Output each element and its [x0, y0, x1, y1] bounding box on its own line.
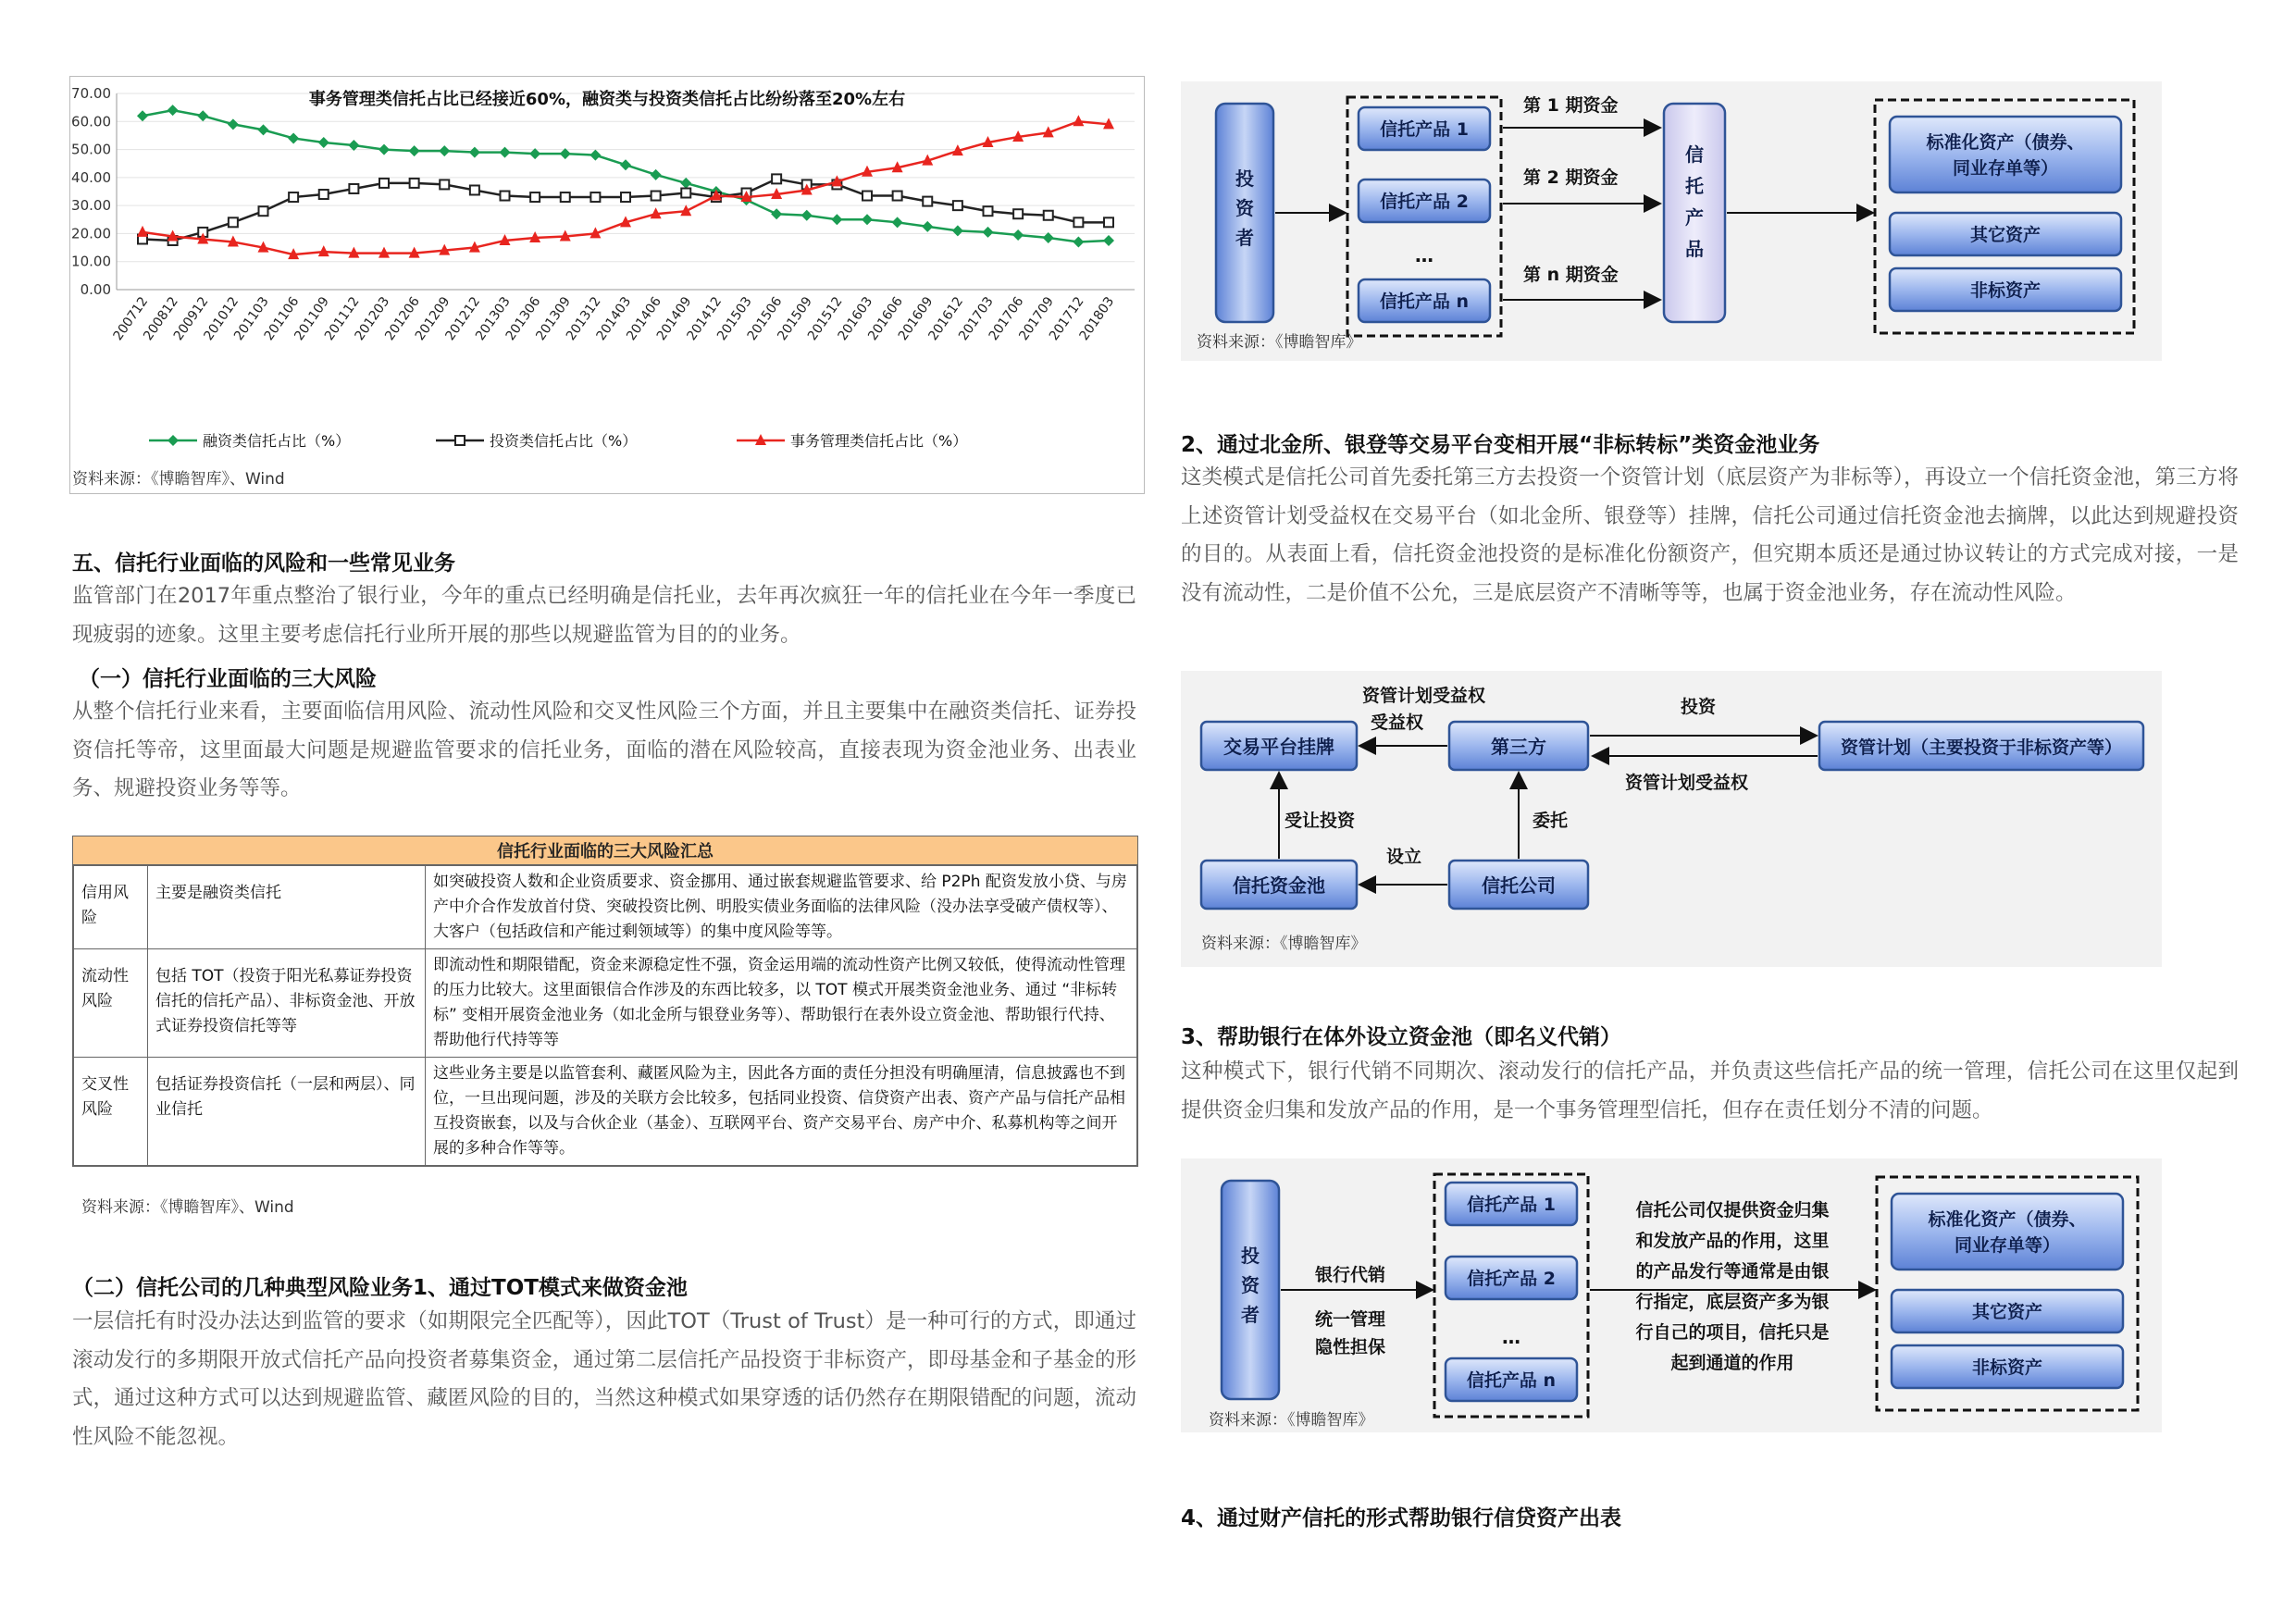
series-0-point [1012, 229, 1024, 241]
series-0-point [439, 145, 450, 156]
sub1-heading: （一）信托行业面临的三大风险 [79, 667, 377, 691]
risk-table-title: 信托行业面临的三大风险汇总 [73, 836, 1137, 865]
series-1-point [440, 180, 449, 189]
investor-label: 投资者 [1235, 167, 1254, 249]
risk-summary-table [72, 836, 1138, 1167]
sub2-heading: （二）信托公司的几种典型风险业务1、通过TOT模式来做资金池 [72, 1276, 688, 1300]
chart-canvas [70, 77, 1144, 493]
channel-note: 信托公司仅提供资金归集和发放产品的作用，这里的产品发行等通常是由银行指定，底层资产多为银行自己的项目，信托只是起到通道的作用 [1635, 1200, 1830, 1373]
series-1-point [349, 184, 358, 193]
series-0-point [892, 217, 903, 228]
x-tick-label: 201706 [986, 294, 1027, 344]
series-1-point [289, 192, 298, 202]
x-tick-label: 201106 [261, 294, 303, 344]
section5-paragraph: 监管部门在2017年重点整治了银行业，今年的重点已经明确是信托业，去年再次疯狂一年的信托业在今年一季度已现疲弱的迹象。这里主要考虑信托行业所开展的那些以规避监管为目的的业务。 [72, 584, 1136, 647]
trust-product-label: 信托产品 1 [1380, 119, 1469, 140]
risk-table-body [73, 865, 1137, 1166]
proxy-diagram-svg [1181, 1158, 2162, 1432]
label-implicit-guarantee: 隐性担保 [1315, 1337, 1386, 1357]
x-tick-label: 201603 [835, 294, 876, 344]
series-0-point [590, 150, 601, 161]
product-ellipsis: … [1415, 244, 1433, 266]
standard-asset-label: 标准化资产（债券、同业存单等） [1926, 132, 2085, 179]
x-tick-label: 201409 [653, 294, 695, 344]
x-tick-label: 201803 [1076, 294, 1118, 344]
proxy-source: 资料来源：《博瞻智库》 [1209, 1411, 1374, 1430]
trust-product-label: 信托产品 n [1466, 1370, 1557, 1391]
y-tick-label: 40.00 [71, 168, 111, 186]
chart-title: 事务管理类信托占比已经接近60%，融资类与投资类信托占比纷纷落至20%左右 [308, 90, 906, 109]
nonstandard-pool-diagram [1181, 671, 2162, 967]
h3-paragraph: 这种模式下，银行代销不同期次、滚动发行的信托产品，并负责这些信托产品的统一管理，信托公司在这里仅起到提供资金归集和发放产品的作用，是一个事务管理型信托，但存在责任划分不清的问题。 [1181, 1059, 2239, 1122]
label-setup: 设立 [1386, 847, 1422, 867]
series-1-point [923, 197, 932, 206]
trust-product-label: 信托产品 2 [1380, 192, 1469, 212]
legend-label-2: 事务管理类信托占比（%） [790, 432, 968, 450]
asset-plan-label: 资管计划（主要投资于非标资产等） [1840, 737, 2123, 758]
legend-label-1: 投资类信托占比（%） [490, 432, 638, 450]
series-0-point [771, 208, 782, 219]
series-0-point [379, 144, 390, 155]
standard-asset-box [1892, 1194, 2123, 1270]
label-asset-right-b: 受益权 [1371, 712, 1424, 733]
series-0-point [620, 159, 631, 170]
series-1-point [501, 192, 510, 201]
series-1-point [1013, 209, 1023, 218]
series-1-point [590, 192, 600, 202]
x-tick-label: 201712 [1046, 294, 1087, 344]
x-tick-label: 201309 [533, 294, 575, 344]
series-0-point [1103, 235, 1114, 246]
tot-diagram-svg [1181, 81, 2162, 361]
y-tick-label: 10.00 [71, 253, 111, 270]
series-0-point [137, 110, 148, 121]
series-0-point [318, 137, 329, 148]
flow-label-1: 第 1 期资金 [1523, 95, 1619, 116]
sub1-paragraph: 从整个信托行业来看，主要面临信用风险、流动性风险和交叉性风险三个方面，并且主要集中在融资类信托、证券投资信托等帝，这里面最大问题是规避监管要求的信托业务，面临的潜在风险较高，直接表现为资金池业务、出表业务、规避投资业务等等。 [72, 700, 1136, 800]
x-tick-label: 201012 [201, 294, 242, 344]
trust-product-label: 信托产品 2 [1467, 1269, 1556, 1289]
series-1-point [1044, 211, 1053, 220]
series-1-point [229, 217, 238, 227]
standard-asset-label: 标准化资产（债券、同业存单等） [1928, 1209, 2087, 1256]
series-0-point [862, 214, 873, 225]
standard-asset-box [1890, 117, 2121, 192]
x-tick-label: 201206 [382, 294, 423, 344]
x-tick-label: 201209 [412, 294, 453, 344]
y-tick-label: 0.00 [80, 281, 111, 298]
risk-type-cell: 交叉性风险 [74, 1058, 148, 1166]
trust-share-line-chart [69, 76, 1145, 494]
sub2-paragraph: 一层信托有时没办法达到监管的要求（如期限完全匹配等），因此TOT（Trust of Trust）是一种可行的方式，即通过滚动发行的多期限开放式信托产品向投资者募集资金，通过第二层信托产品投资于非标资产，即母基金和子基金的形式，通过这种方式可以达到规避监管、藏匿风险的目的，当然这种模式如果穿透的话仍然存在期限错配的问题，流动性风险不能忽视。 [72, 1309, 1136, 1449]
trust-product-label: 信托产品 n [1379, 291, 1470, 312]
bank-proxy-diagram [1181, 1158, 2162, 1432]
series-2-point [137, 226, 148, 237]
x-tick-label: 200912 [170, 294, 212, 344]
series-0-point [1073, 237, 1084, 248]
x-tick-label: 200712 [110, 294, 152, 344]
x-tick-label: 201203 [352, 294, 393, 344]
series-0-point [983, 227, 994, 238]
series-1-point [561, 192, 570, 202]
series-1-point [953, 201, 962, 210]
nonstandard-asset-label: 非标资产 [1969, 280, 2042, 301]
risk-desc-cell: 这些业务主要是以监管套利、藏匿风险为主，因此各方面的责任分担没有明确厘清，信息披露也不到位，一旦出现问题，涉及的关联方会比较多，包括同业投资、信贷资产出表、资产产品与信托产品相互投资嵌套，以及与合伙企业（基金）、互联网平台、资产交易平台、房产中介、私募机构等之间开展的多种合作等等。 [426, 1058, 1137, 1166]
other-asset-label: 其它资产 [1971, 1302, 2043, 1322]
y-tick-label: 20.00 [71, 225, 111, 242]
series-0-point [469, 147, 480, 158]
legend-marker-0 [168, 435, 179, 446]
flow-label-n: 第 n 期资金 [1523, 265, 1619, 285]
risk-row [74, 866, 1137, 949]
h3-heading: 3、帮助银行在体外设立资金池（即名义代销） [1181, 1025, 1622, 1049]
series-1-point [259, 206, 268, 216]
series-0-point [258, 124, 269, 135]
x-tick-label: 201509 [775, 294, 816, 344]
series-1-point [893, 192, 902, 201]
series-1-point [1104, 217, 1113, 227]
series-0-point [831, 214, 842, 225]
x-tick-label: 201612 [925, 294, 967, 344]
y-tick-label: 60.00 [71, 113, 111, 130]
series-1-point [1074, 217, 1083, 227]
x-tick-label: 201212 [442, 294, 484, 344]
x-tick-label: 201109 [292, 294, 333, 344]
h2-paragraph: 这类模式是信托公司首先委托第三方去投资一个资管计划（底层资产为非标等），再设立一个信托资金池，第三方将上述资管计划受益权在交易平台（如北金所、银登等）挂牌，信托公司通过信托资金池去摘牌，以此达到规避投资的目的。从表面上看，信托资金池投资的是标准化份额资产，但究期本质还是通过协议转让的方式完成对接，一是没有流动性，二是价值不公允，三是底层资产不清晰等等，也属于资金池业务，存在流动性风险。 [1181, 465, 2239, 605]
x-tick-label: 201306 [503, 294, 544, 344]
series-1-point [772, 174, 781, 183]
risk-type-cell: 流动性风险 [74, 949, 148, 1058]
series-0-point [500, 147, 511, 158]
series-1-point [410, 179, 419, 188]
series-0-point [651, 169, 662, 180]
series-1-point [319, 190, 329, 199]
label-entrust: 委托 [1533, 811, 1569, 831]
investor-label-3: 投资者 [1241, 1245, 1260, 1326]
chart-source: 资料来源：《博瞻智库》、Wind [72, 470, 285, 489]
risk-type-cell: 信用风险 [74, 866, 148, 949]
trust-product-label: 信托产品 [1685, 143, 1704, 260]
series-1-point [984, 206, 993, 216]
x-tick-label: 201312 [563, 294, 604, 344]
risk-main-cell: 包括证券投资信托（一层和两层）、同业信托 [148, 1058, 426, 1166]
legend-marker-1 [455, 436, 465, 445]
h4-heading: 4、通过财产信托的形式帮助银行信贷资产出表 [1181, 1506, 1622, 1530]
risk-main-cell: 包括 TOT（投资于阳光私募证券投资信托的信托产品）、非标资金池、开放式证券投资信托等等 [148, 949, 426, 1058]
risk-desc-cell: 如突破投资人数和企业资质要求、资金挪用、通过嵌套规避监管要求、给 P2Ph 配资发放小贷、与房产中介合作发放首付贷、突破投资比例、明股实债业务面临的法律风险（没办法享受破产债权等）、大客户（包括政信和产能过剩领域等）的集中度风险等等。 [426, 866, 1137, 949]
series-0-point [288, 132, 299, 143]
legend-label-0: 融资类信托占比（%） [203, 432, 351, 450]
series-line-2 [143, 121, 1109, 254]
h2-heading: 2、通过北金所、银登等交易平台变相开展“非标转标”类资金池业务 [1181, 433, 1820, 457]
platform-listing-label: 交易平台挂牌 [1223, 736, 1334, 758]
series-1-point [863, 192, 872, 201]
series-0-point [922, 221, 933, 232]
x-tick-label: 201609 [895, 294, 937, 344]
x-tick-label: 201103 [231, 294, 272, 344]
x-tick-label: 201709 [1016, 294, 1058, 344]
x-tick-label: 201403 [593, 294, 635, 344]
tot-source: 资料来源：《博瞻智库》 [1197, 333, 1362, 352]
series-1-point [379, 179, 389, 188]
x-tick-label: 201703 [956, 294, 997, 344]
risk-row [74, 1058, 1137, 1166]
table-source: 资料来源：《博瞻智库》、Wind [81, 1198, 294, 1217]
third-party-label: 第三方 [1491, 736, 1546, 758]
other-asset-label: 其它资产 [1969, 225, 2042, 245]
y-tick-label: 50.00 [71, 141, 111, 158]
series-1-point [681, 189, 690, 198]
series-1-point [652, 192, 661, 201]
series-0-point [228, 118, 239, 130]
x-tick-label: 201112 [321, 294, 363, 344]
series-0-point [952, 225, 963, 236]
series-0-point [680, 178, 691, 189]
x-tick-label: 201606 [865, 294, 906, 344]
x-tick-label: 201412 [684, 294, 726, 344]
y-tick-label: 70.00 [71, 85, 111, 102]
tot-diagram [1181, 81, 2162, 361]
label-bank-sell: 银行代销 [1315, 1265, 1386, 1285]
risk-desc-cell: 即流动性和期限错配，资金来源稳定性不强，资金运用端的流动性资产比例又较低，使得流动性管理的压力比较大。这里面银信合作涉及的东西比较多，以 TOT 模式开展类资金池业务、通过 “非标转标” 变相开展资金池业务（如北金所与银登业务等）、帮助银行在表外设立资金池、帮助银行代持、帮助他行代持等等 [426, 949, 1137, 1058]
label-asset-right-2: 资管计划受益权 [1625, 773, 1749, 793]
series-1-point [621, 192, 630, 202]
x-tick-label: 201506 [744, 294, 786, 344]
series-1-point [530, 192, 540, 202]
series-0-point [801, 210, 813, 221]
series-2-point [1073, 115, 1084, 126]
trust-company-label: 信托公司 [1482, 874, 1556, 897]
flow-label-2: 第 2 期资金 [1523, 167, 1619, 188]
x-tick-label: 201303 [473, 294, 514, 344]
x-tick-label: 201503 [714, 294, 755, 344]
nonstandard-asset-label: 非标资产 [1971, 1357, 2043, 1378]
label-buy-invest: 受让投资 [1285, 811, 1356, 831]
series-0-point [409, 145, 420, 156]
risk-row [74, 949, 1137, 1058]
trust-pool-label: 信托资金池 [1233, 874, 1325, 897]
risk-main-cell: 主要是融资类信托 [148, 866, 426, 949]
series-1-point [470, 185, 479, 194]
x-tick-label: 201512 [804, 294, 846, 344]
label-unified-manage: 统一管理 [1315, 1309, 1386, 1330]
label-invest: 投资 [1681, 697, 1717, 717]
x-tick-label: 200812 [141, 294, 181, 344]
trust-product-label: 信托产品 1 [1467, 1195, 1556, 1215]
y-tick-label: 30.00 [71, 197, 111, 215]
pool-diagram-svg [1181, 671, 2162, 967]
product-ellipsis: … [1502, 1326, 1520, 1348]
series-0-point [168, 105, 179, 116]
series-0-point [197, 110, 208, 121]
pool-source: 资料来源：《博瞻智库》 [1201, 935, 1367, 953]
x-tick-label: 201406 [624, 294, 664, 344]
label-asset-right-a: 资管计划受益权 [1362, 686, 1486, 706]
section5-heading: 五、信托行业面临的风险和一些常见业务 [72, 551, 455, 576]
